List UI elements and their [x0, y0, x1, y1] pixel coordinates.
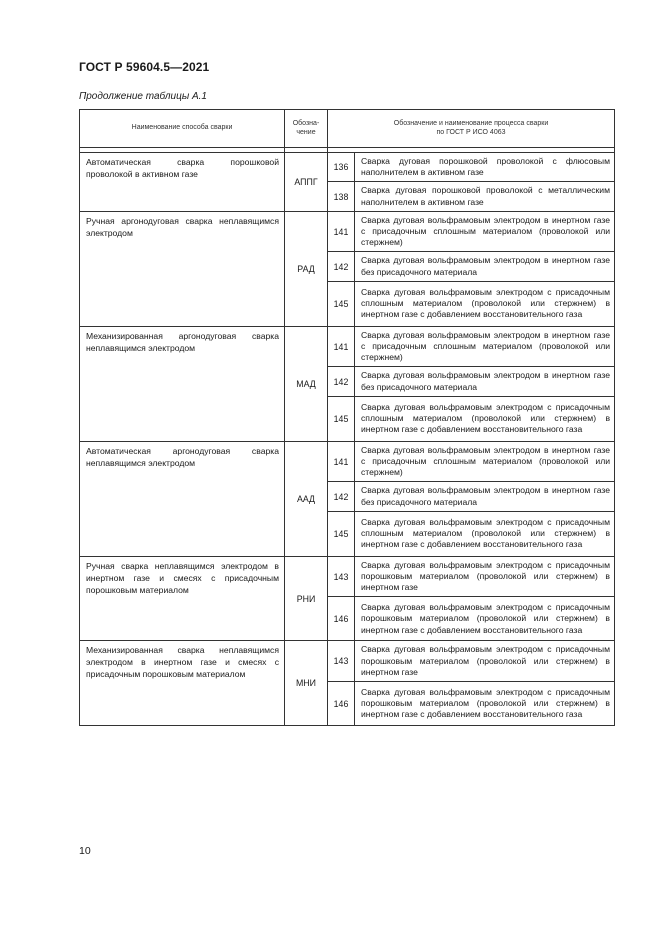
document-header: ГОСТ Р 59604.5—2021: [79, 60, 210, 74]
method-abbr-cell: РНИ: [285, 556, 328, 641]
process-code-cell: 143: [328, 641, 355, 682]
process-code-cell: 146: [328, 597, 355, 641]
process-description-cell: Сварка дуговая вольфрамовым электродом с присадочным порошковым материалом (проволокой или стержнем) в инертном газе с добавлением восстановительного газа: [355, 682, 615, 726]
method-abbr-cell: РАД: [285, 211, 328, 326]
process-code-cell: 145: [328, 281, 355, 326]
method-name-cell: Механизированная сварка неплавящимся электродом в инертном газе и смесях с присадочным порошковым материалом: [80, 641, 285, 726]
method-abbr-cell: ААД: [285, 441, 328, 556]
process-description-cell: Сварка дуговая вольфрамовым электродом в инертном газе с присадочным сплошным материалом (проволокой или стержнем): [355, 211, 615, 252]
process-description-cell: Сварка дуговая вольфрамовым электродом с присадочным порошковым материалом (проволокой или стержнем) в инертном газе: [355, 641, 615, 682]
process-description-cell: Сварка дуговая вольфрамовым электродом в инертном газе без присадочного материала: [355, 367, 615, 396]
method-name-cell: Ручная аргонодуговая сварка неплавящимся электродом: [80, 211, 285, 326]
process-code-cell: 146: [328, 682, 355, 726]
method-abbr-cell: МНИ: [285, 641, 328, 726]
process-description-cell: Сварка дуговая порошковой проволокой с флюсовым наполнителем в активном газе: [355, 153, 615, 182]
process-code-cell: 141: [328, 441, 355, 482]
process-description-cell: Сварка дуговая вольфрамовым электродом с присадочным сплошным материалом (проволокой или стержнем) в инертном газе с добавлением восстановительного газа: [355, 511, 615, 556]
process-code-cell: 141: [328, 211, 355, 252]
process-description-cell: Сварка дуговая вольфрамовым электродом с присадочным сплошным материалом (проволокой или стержнем) в инертном газе с добавлением восстановительного газа: [355, 396, 615, 441]
process-code-cell: 142: [328, 482, 355, 511]
process-description-cell: Сварка дуговая порошковой проволокой с металлическим наполнителем в активном газе: [355, 182, 615, 211]
process-code-cell: 145: [328, 396, 355, 441]
process-description-cell: Сварка дуговая вольфрамовым электродом в инертном газе с присадочным сплошным материалом (проволокой или стержнем): [355, 441, 615, 482]
welding-methods-table: [79, 109, 615, 726]
method-abbr-cell: МАД: [285, 326, 328, 441]
column-header-method: Наименование способа сварки: [80, 110, 285, 148]
process-code-cell: 143: [328, 556, 355, 597]
table-caption: Продолжение таблицы А.1: [79, 91, 207, 102]
process-description-cell: Сварка дуговая вольфрамовым электродом в инертном газе с присадочным сплошным материалом (проволокой или стержнем): [355, 326, 615, 367]
method-name-cell: Механизированная аргонодуговая сварка неплавящимся электродом: [80, 326, 285, 441]
process-description-cell: Сварка дуговая вольфрамовым электродом в инертном газе без присадочного материала: [355, 252, 615, 281]
process-description-cell: Сварка дуговая вольфрамовым электродом в инертном газе без присадочного материала: [355, 482, 615, 511]
table-row: [80, 641, 615, 682]
page-number: 10: [79, 845, 91, 857]
table-row: [80, 441, 615, 482]
table-body: [80, 153, 615, 726]
process-description-cell: Сварка дуговая вольфрамовым электродом с присадочным порошковым материалом (проволокой или стержнем) в инертном газе: [355, 556, 615, 597]
table-row: [80, 556, 615, 597]
method-name-cell: Ручная сварка неплавящимся электродом в инертном газе и смесях с присадочным порошковым материалом: [80, 556, 285, 641]
column-header-abbr: Обозна- чение: [285, 110, 328, 148]
process-code-cell: 138: [328, 182, 355, 211]
process-description-cell: Сварка дуговая вольфрамовым электродом с присадочным порошковым материалом (проволокой или стержнем) в инертном газе с добавлением восстановительного газа: [355, 597, 615, 641]
process-code-cell: 136: [328, 153, 355, 182]
column-header-process: Обозначение и наименование процесса сварки по ГОСТ Р ИСО 4063: [328, 110, 615, 148]
table-row: [80, 211, 615, 252]
table-row: [80, 326, 615, 367]
table-row: [80, 153, 615, 182]
process-code-cell: 145: [328, 511, 355, 556]
process-code-cell: 141: [328, 326, 355, 367]
method-abbr-cell: АППГ: [285, 153, 328, 212]
method-name-cell: Автоматическая аргонодуговая сварка неплавящимся электродом: [80, 441, 285, 556]
process-description-cell: Сварка дуговая вольфрамовым электродом с присадочным сплошным материалом (проволокой или стержнем) в инертном газе с добавлением восстановительного газа: [355, 281, 615, 326]
process-code-cell: 142: [328, 252, 355, 281]
process-code-cell: 142: [328, 367, 355, 396]
method-name-cell: Автоматическая сварка порошковой проволокой в активном газе: [80, 153, 285, 212]
